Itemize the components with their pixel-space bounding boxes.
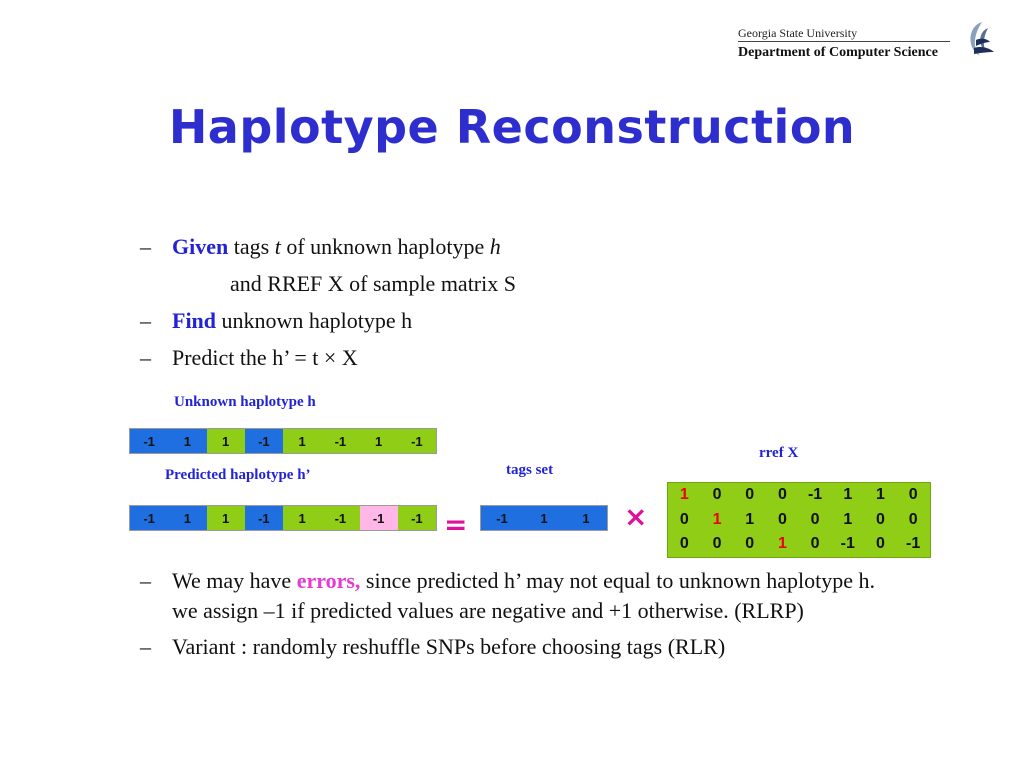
haplotype-cell: 1: [168, 506, 206, 530]
bullet-given: [140, 228, 516, 265]
bullet-given-continued: [140, 265, 516, 302]
haplotype-cell: -1: [130, 506, 168, 530]
given-text: tags: [228, 234, 275, 259]
bullet-variant: [140, 632, 880, 662]
matrix-row: [668, 532, 930, 557]
matrix-cell: 0: [810, 510, 820, 528]
matrix-cell: 1: [843, 486, 853, 504]
matrix-cell: 0: [679, 535, 689, 553]
given-h: h: [489, 234, 501, 259]
tags-set-label: tags set: [506, 462, 554, 478]
department-name: Department of Computer Science: [738, 45, 938, 60]
matrix-cell: 0: [876, 510, 885, 528]
given-line-2: and RREF X of sample matrix S: [230, 271, 516, 296]
given-text-2: of unknown haplotype: [280, 234, 490, 259]
haplotype-cell: -1: [398, 429, 436, 453]
matrix-row: [668, 483, 930, 508]
given-keyword: Given: [172, 234, 229, 259]
predict-text: Predict the h’ = t × X: [172, 345, 358, 370]
haplotype-cell: -1: [360, 506, 398, 530]
haplotype-cell: -1: [398, 506, 436, 530]
haplotype-cell: 1: [283, 429, 321, 453]
haplotype-cell: 1: [168, 429, 206, 453]
matrix-cell: 0: [908, 510, 918, 528]
find-text: unknown haplotype h: [216, 308, 413, 333]
tags-set-strip: [480, 505, 608, 531]
errors-post: since predicted h’ may not equal to unknown haplotype h. we assign –1 if predicted values are negative and +1 otherwise. (RLRP): [172, 568, 876, 623]
errors-keyword: errors,: [296, 568, 361, 593]
haplotype-cell: 1: [207, 429, 245, 453]
matrix-cell: 1: [876, 486, 885, 504]
matrix-cell: -1: [906, 535, 921, 553]
bullet-dash: –: [140, 568, 151, 593]
haplotype-cell: 1: [207, 506, 245, 530]
haplotype-cell: -1: [245, 506, 283, 530]
unknown-haplotype-strip: [129, 428, 437, 454]
equals-sign: =: [444, 508, 468, 541]
bullet-errors: [140, 566, 880, 626]
find-keyword: Find: [172, 308, 217, 333]
matrix-pivot-cell: 1: [777, 535, 787, 553]
bullet-dash: –: [140, 345, 151, 370]
matrix-cell: 0: [777, 510, 787, 528]
matrix-cell: 0: [679, 510, 689, 528]
matrix-cell: 0: [908, 486, 918, 504]
haplotype-cell: -1: [321, 506, 359, 530]
times-sign: ×: [624, 500, 648, 533]
matrix-row: [668, 508, 930, 533]
slide-title: Haplotype Reconstruction: [168, 100, 856, 154]
errors-pre: We may have: [172, 568, 297, 593]
predicted-haplotype-label: Predicted haplotype h’: [165, 467, 311, 483]
matrix-cell: 0: [876, 535, 885, 553]
variant-text: Variant : randomly reshuffle SNPs before choosing tags (RLR): [172, 634, 726, 659]
predicted-haplotype-strip: [129, 505, 437, 531]
haplotype-cell: -1: [130, 429, 168, 453]
university-name: Georgia State University: [738, 26, 858, 40]
bullet-predict: [140, 339, 516, 376]
matrix-cell: 0: [745, 486, 755, 504]
haplotype-cell: 1: [283, 506, 321, 530]
haplotype-cell: 1: [523, 506, 565, 530]
rref-x-matrix: [667, 482, 931, 558]
matrix-pivot-cell: 1: [712, 510, 722, 528]
header-logo: [738, 26, 998, 66]
matrix-cell: 0: [712, 535, 722, 553]
bullet-dash: –: [140, 634, 151, 659]
bullet-dash: –: [140, 234, 151, 259]
unknown-haplotype-label: Unknown haplotype h: [174, 394, 316, 410]
haplotype-cell: -1: [321, 429, 359, 453]
matrix-cell: 1: [745, 510, 755, 528]
matrix-cell: 0: [712, 486, 722, 504]
gsu-flame-logo-icon: [956, 16, 1000, 64]
rref-x-label: rref X: [759, 445, 799, 461]
matrix-cell: 1: [843, 510, 853, 528]
bottom-bullet-list: [140, 566, 880, 668]
haplotype-cell: -1: [245, 429, 283, 453]
bullet-find: [140, 302, 516, 339]
haplotype-cell: 1: [565, 506, 607, 530]
bullet-dash: –: [140, 308, 151, 333]
matrix-cell: -1: [840, 535, 855, 553]
bullet-list: [140, 228, 516, 376]
given-t: t: [274, 234, 281, 259]
header-divider: [738, 41, 950, 42]
matrix-cell: 0: [777, 486, 787, 504]
matrix-pivot-cell: 1: [679, 486, 689, 504]
matrix-cell: 0: [810, 535, 820, 553]
matrix-cell: 0: [745, 535, 755, 553]
matrix-cell: -1: [807, 486, 823, 504]
haplotype-cell: 1: [360, 429, 398, 453]
haplotype-cell: -1: [481, 506, 523, 530]
